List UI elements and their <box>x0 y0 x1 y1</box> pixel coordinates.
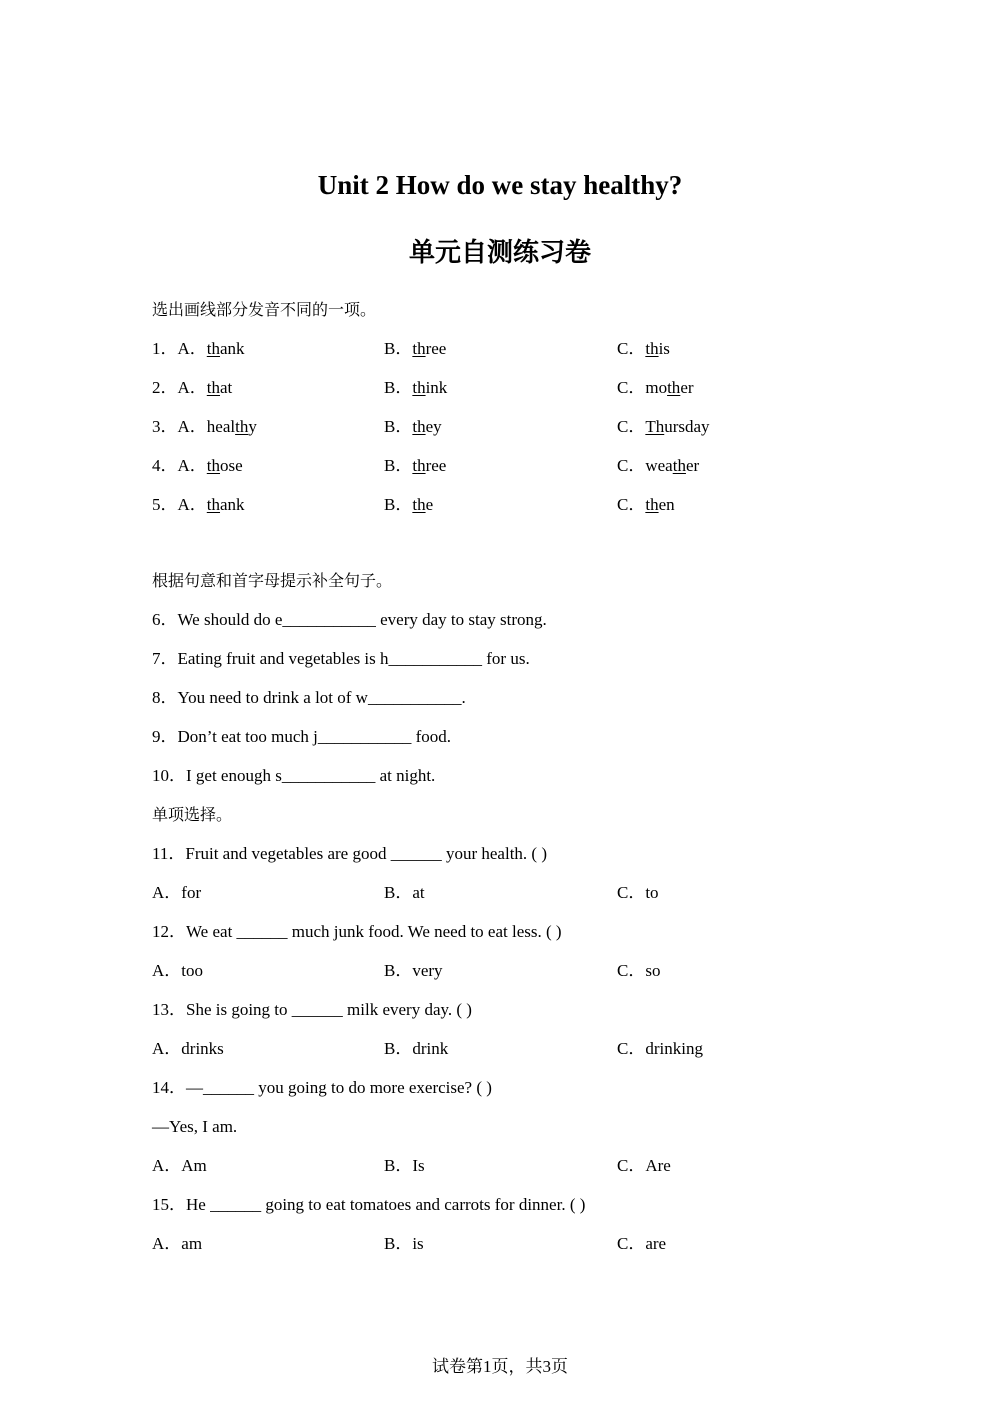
choice-row <box>152 959 852 998</box>
question-stem: 15．He ______ going to eat tomatoes and carrots for dinner. ( ) <box>152 1195 586 1214</box>
section-instruction-fill-in: 根据句意和首字母提示补全句子。 <box>152 571 393 590</box>
option-a: 4．A．those <box>152 456 243 475</box>
choice-c: C．so <box>617 961 661 980</box>
choice-c: C．are <box>617 1234 667 1253</box>
option-c: C．mother <box>617 378 694 397</box>
choice-c: C．to <box>617 883 659 902</box>
question-stem: 11．Fruit and vegetables are good ______ your health. ( ) <box>152 844 547 863</box>
exam-content <box>152 298 852 1271</box>
option-c: C．this <box>617 339 670 358</box>
choice-a: A．for <box>152 883 202 902</box>
choice-row <box>152 1037 852 1076</box>
choice-b: B．at <box>384 883 425 902</box>
page-title: Unit 2 How do we stay healthy? <box>317 170 683 200</box>
option-c: C．Thursday <box>617 417 710 436</box>
choice-b: B．is <box>384 1234 424 1253</box>
choice-row <box>152 1232 852 1271</box>
choice-c: C．drinking <box>617 1039 703 1058</box>
question-stem: 12．We eat ______ much junk food. We need to eat less. ( ) <box>152 922 562 941</box>
choice-c: C．Are <box>617 1156 671 1175</box>
option-b: B．three <box>384 456 447 475</box>
fill-in-sentence: 8．You need to drink a lot of w___________. <box>152 688 466 707</box>
option-a: 2．A．that <box>152 378 233 397</box>
option-b: B．three <box>384 339 447 358</box>
fill-in-sentence: 10．I get enough s___________ at night. <box>152 766 436 785</box>
choice-row <box>152 1154 852 1193</box>
choice-a: A．Am <box>152 1156 207 1175</box>
question-row <box>152 337 852 376</box>
question-stem: 14．—______ you going to do more exercise? ( ) <box>152 1078 492 1097</box>
choice-b: B．very <box>384 961 443 980</box>
section-instruction-multiple-choice: 单项选择。 <box>152 805 233 824</box>
option-b: B．think <box>384 378 448 397</box>
fill-in-sentence: 9．Don’t eat too much j___________ food. <box>152 727 452 746</box>
choice-row <box>152 881 852 920</box>
option-b: B．they <box>384 417 442 436</box>
option-c: C．weather <box>617 456 700 475</box>
choice-b: B．drink <box>384 1039 449 1058</box>
question-row <box>152 454 852 493</box>
option-a: 3．A．healthy <box>152 417 257 436</box>
option-a: 1．A．thank <box>152 339 245 358</box>
fill-in-sentence: 7．Eating fruit and vegetables is h___________ for us. <box>152 649 530 668</box>
question-row <box>152 415 852 454</box>
choice-b: B．Is <box>384 1156 425 1175</box>
option-a: 5．A．thank <box>152 495 245 514</box>
choice-a: A．drinks <box>152 1039 224 1058</box>
question-row <box>152 493 852 532</box>
choice-a: A．too <box>152 961 203 980</box>
option-c: C．then <box>617 495 675 514</box>
question-stem: 13．She is going to ______ milk every day. ( ) <box>152 1000 472 1019</box>
dialogue-reply: —Yes, I am. <box>152 1117 238 1136</box>
choice-a: A．am <box>152 1234 203 1253</box>
page-footer: 试卷第1页，共3页 <box>432 1357 568 1376</box>
fill-in-sentence: 6．We should do e___________ every day to stay strong. <box>152 610 547 629</box>
page-subtitle: 单元自测练习卷 <box>408 238 591 268</box>
question-row <box>152 376 852 415</box>
option-b: B．the <box>384 495 434 514</box>
section-instruction-phonics: 选出画线部分发音不同的一项。 <box>152 300 377 319</box>
